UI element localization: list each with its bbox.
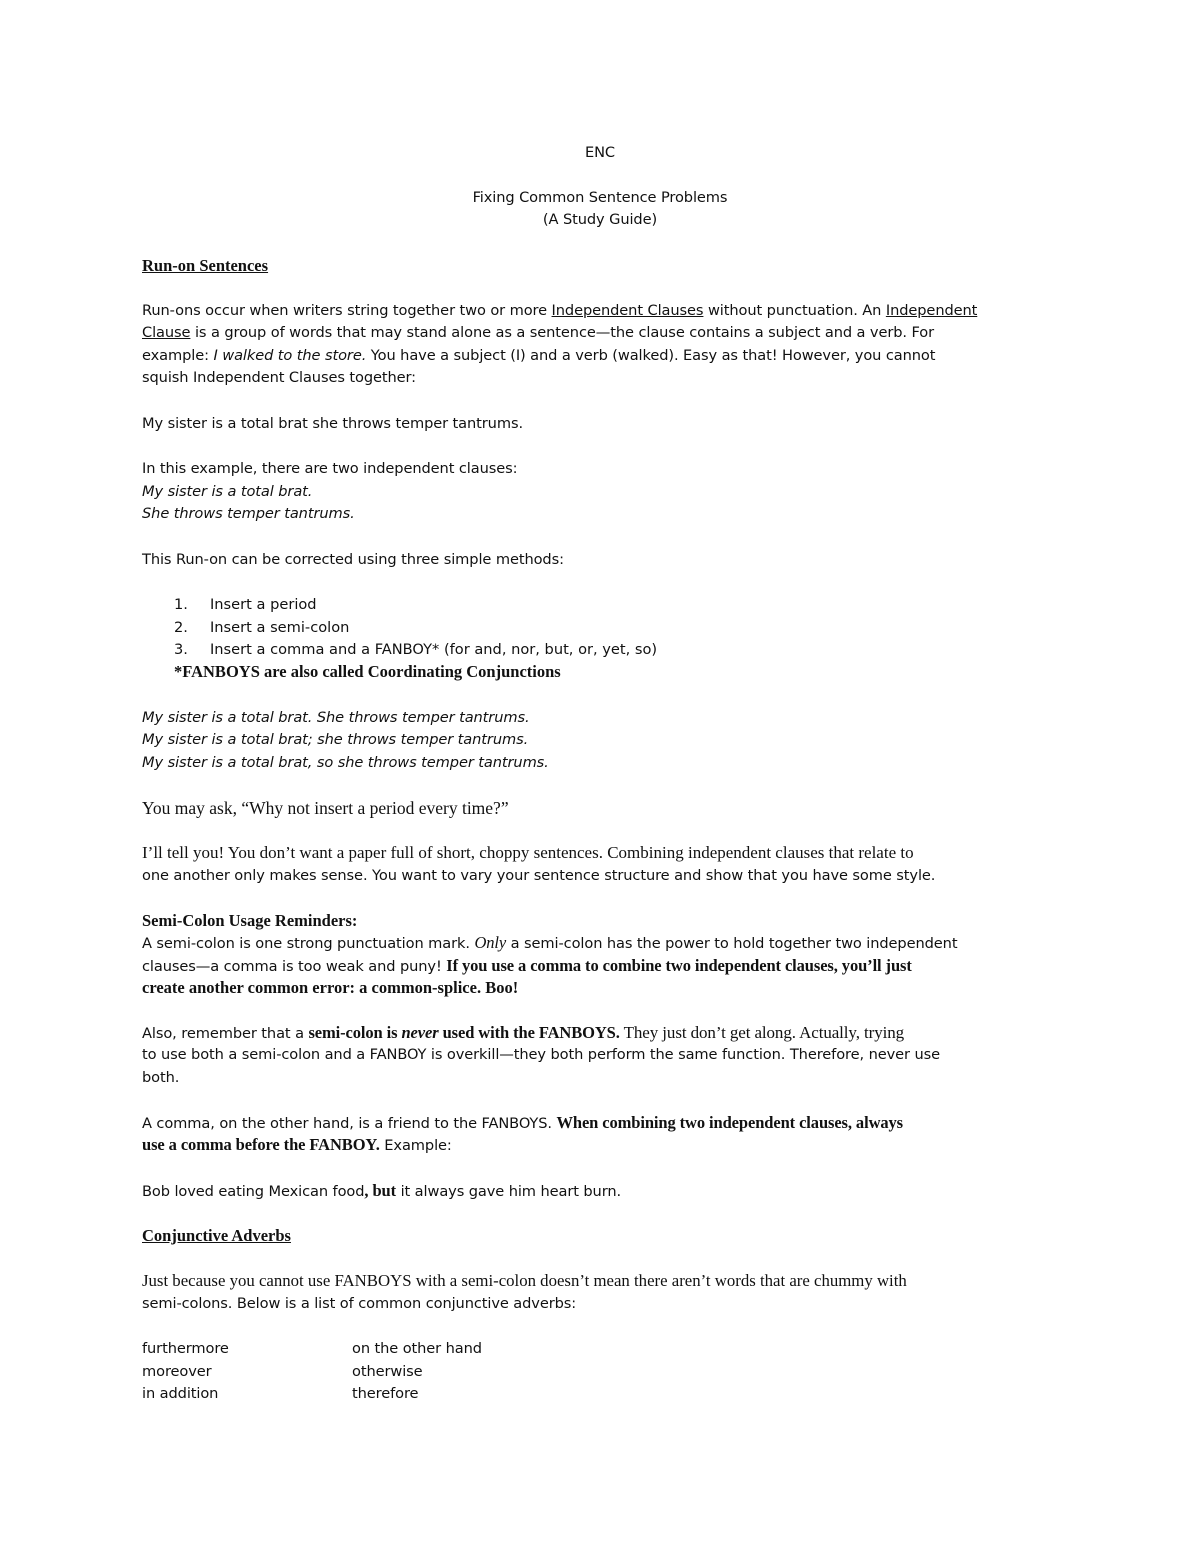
section-heading-run-on: Run-on Sentences [142, 256, 269, 275]
para-text: They just don’t get along. Actually, trying [619, 1023, 905, 1042]
intro-example: I walked to the store. [213, 347, 367, 364]
fixed-example-1: My sister is a total brat. She throws temper tantrums. [142, 709, 530, 726]
course-code: ENC [584, 144, 616, 161]
list-text: Insert a period [210, 596, 317, 613]
semicolon-para2-line-2: to use both a semi-colon and a FANBOY is overkill—they both perform the same function. Therefore, never use [142, 1046, 940, 1063]
semicolon-para3-line-2 [142, 1134, 452, 1158]
semicolon-para1-line-2 [142, 955, 912, 979]
question-line: You may ask, “Why not insert a period every time?” [142, 798, 509, 818]
list-text: Insert a semi-colon [210, 618, 350, 636]
runon-intro-line-3 [142, 345, 935, 368]
conjunctive-intro-line-2: semi-colons. Below is a list of common conjunctive adverbs: [142, 1295, 577, 1312]
list-item [174, 617, 657, 640]
semicolon-para2-line-3: both. [142, 1069, 180, 1086]
example-bold: , but [364, 1181, 397, 1200]
fanboys-note: *FANBOYS are also called Coordinating Conjunctions [174, 662, 561, 681]
semicolon-para1-line-3: create another common error: a common-splice. Boo! [142, 978, 519, 997]
document-subtitle: (A Study Guide) [542, 211, 658, 228]
semicolon-para2-line-1 [142, 1022, 904, 1046]
list-number: 2. [174, 618, 188, 636]
para-text: A comma, on the other hand, is a friend to the FANBOYS. [142, 1115, 557, 1132]
comma-fanboy-example [142, 1180, 621, 1204]
list-number: 3. [174, 641, 188, 659]
answer-line-1: I’ll tell you! You don’t want a paper full of short, choppy sentences. Combining independent clauses that relate to [142, 843, 914, 862]
answer-line-2: one another only makes sense. You want to vary your sentence structure and show that you have some style. [142, 867, 936, 884]
list-text: Insert a comma and a FANBOY* (for and, nor, but, or, yet, so) [210, 641, 658, 659]
fixed-example-3: My sister is a total brat, so she throws temper tantrums. [142, 754, 549, 771]
runon-intro-line-1 [142, 300, 977, 323]
para-text: Example: [379, 1137, 452, 1154]
intro-text: You have a subject (I) and a verb (walked). Easy as that! However, you cannot [366, 347, 936, 364]
list-item: otherwise [352, 1362, 423, 1380]
bold-rule: use a comma before the FANBOY. [142, 1135, 380, 1154]
section-heading-semicolon: Semi-Colon Usage Reminders: [142, 911, 358, 930]
list-item: therefore [352, 1385, 419, 1403]
fixed-example-2: My sister is a total brat; she throws temper tantrums. [142, 731, 529, 748]
term-independent-clauses: Independent Clauses [551, 302, 704, 319]
bold-warning: If you use a comma to combine two independent clauses, you’ll just [446, 956, 912, 975]
analysis-intro: In this example, there are two independent clauses: [142, 460, 518, 477]
emphasis-never: never [401, 1023, 439, 1042]
intro-text: example: [142, 347, 214, 364]
para-text: a semi-colon has the power to hold together two independent [506, 935, 958, 952]
runon-sample-sentence: My sister is a total brat she throws temper tantrums. [142, 415, 523, 432]
term-clause: Clause [142, 324, 191, 341]
adverb-list-col-2 [352, 1338, 482, 1406]
adverb-list-col-1 [142, 1338, 229, 1406]
runon-intro-line-2 [142, 322, 934, 345]
list-item [174, 594, 657, 617]
list-item: moreover [142, 1362, 212, 1380]
term-independent: Independent [885, 302, 978, 319]
emphasis-only: Only [474, 933, 507, 952]
list-item: on the other hand [352, 1340, 482, 1357]
section-heading-conjunctive-adverbs: Conjunctive Adverbs [142, 1226, 291, 1245]
bold-rule: semi-colon is [308, 1023, 402, 1042]
methods-intro: This Run-on can be corrected using three simple methods: [142, 551, 564, 568]
conjunctive-intro-line-1: Just because you cannot use FANBOYS with a semi-colon doesn’t mean there aren’t words that are chummy with [142, 1271, 907, 1290]
list-item: in addition [142, 1385, 219, 1403]
intro-text: without punctuation. An [703, 302, 886, 319]
intro-text: is a group of words that may stand alone as a sentence—the clause contains a subject and a verb. For [190, 324, 934, 341]
list-item: furthermore [142, 1340, 229, 1357]
clause-2: She throws temper tantrums. [142, 505, 355, 522]
clause-1: My sister is a total brat. [142, 483, 313, 500]
example-text: Bob loved eating Mexican food [142, 1183, 365, 1200]
bold-rule: When combining two independent clauses, always [556, 1113, 904, 1132]
document-title: Fixing Common Sentence Problems [472, 189, 728, 206]
methods-list [174, 594, 657, 662]
list-item [174, 639, 657, 662]
runon-intro-line-4: squish Independent Clauses together: [142, 369, 416, 386]
intro-text: Run-ons occur when writers string together two or more [142, 302, 552, 319]
bold-rule: used with the FANBOYS. [438, 1023, 620, 1042]
semicolon-para1-line-1 [142, 932, 957, 956]
para-text: A semi-colon is one strong punctuation mark. [142, 935, 475, 952]
para-text: clauses—a comma is too weak and puny! [142, 958, 447, 975]
list-number: 1. [174, 596, 188, 613]
example-text: it always gave him heart burn. [396, 1183, 622, 1200]
semicolon-para3-line-1 [142, 1112, 903, 1136]
para-text: Also, remember that a [142, 1025, 309, 1042]
